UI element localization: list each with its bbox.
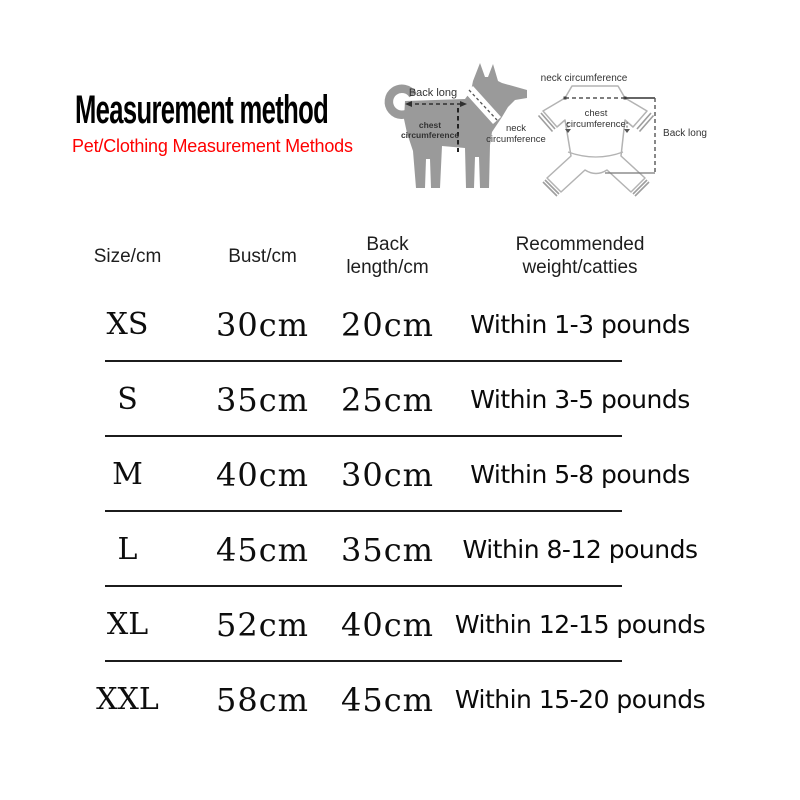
garment-chest-label-line2: circumference <box>566 119 626 130</box>
size-cell: XS <box>106 307 149 342</box>
weight-cell: Within 3-5 pounds <box>470 385 690 414</box>
garment-outline <box>543 86 647 192</box>
garment-back-long-label: Back long <box>663 128 707 139</box>
size-table-body <box>60 287 715 737</box>
bust-cell: 40cm <box>216 455 309 494</box>
garment-measurement-diagram <box>535 50 735 220</box>
bust-cell: 45cm <box>216 530 309 569</box>
garment-chest-label-line1: chest <box>584 108 608 119</box>
page-subtitle: Pet/Clothing Measurement Methods <box>72 136 353 156</box>
bust-cell: 35cm <box>216 380 309 419</box>
dog-neck-label-line2: circumference <box>486 134 546 145</box>
column-header-weight-line1: Recommended <box>515 234 645 255</box>
weight-cell: Within 15-20 pounds <box>454 685 706 714</box>
column-header-back-length: Back length/cm <box>346 234 429 278</box>
column-header-weight-line2: weight/catties <box>522 257 638 278</box>
dog-chest-label-line1: chest <box>418 120 442 130</box>
back-length-cell: 35cm <box>341 530 434 569</box>
column-header-bust: Bust/cm <box>228 245 297 267</box>
column-header-size: Size/cm <box>93 245 162 267</box>
table-row-m <box>60 437 715 512</box>
table-row-xs <box>60 287 715 362</box>
dog-back-long-label: Back long <box>408 87 458 99</box>
size-cell: M <box>112 457 143 492</box>
dog-measurement-diagram <box>385 35 546 205</box>
weight-cell: Within 1-3 pounds <box>470 310 690 339</box>
table-row-l <box>60 512 715 587</box>
size-cell: L <box>117 532 138 567</box>
bust-cell: 58cm <box>216 680 309 719</box>
column-header-weight <box>445 233 715 279</box>
weight-cell: Within 8-12 pounds <box>462 535 698 564</box>
table-row-xl <box>60 587 715 662</box>
dog-chest-label-line2: circumference <box>400 130 460 140</box>
table-row-s <box>60 362 715 437</box>
garment-neck-label: neck circumference <box>540 73 628 84</box>
weight-cell: Within 5-8 pounds <box>470 460 690 489</box>
size-cell: XXL <box>96 682 159 717</box>
page-title: Measurement method <box>75 88 329 132</box>
dog-neck-label-line1: neck <box>505 123 527 134</box>
size-cell: S <box>117 382 138 417</box>
bust-cell: 52cm <box>216 605 309 644</box>
back-length-cell: 45cm <box>341 680 434 719</box>
back-length-cell: 30cm <box>341 455 434 494</box>
back-length-cell: 20cm <box>341 305 434 344</box>
weight-cell: Within 12-15 pounds <box>454 610 706 639</box>
table-row-xxl <box>60 662 715 737</box>
neck-line-end-left <box>564 97 567 100</box>
back-length-cell: 40cm <box>341 605 434 644</box>
size-table-header <box>60 225 715 287</box>
bust-cell: 30cm <box>216 305 309 344</box>
size-cell: XL <box>106 607 149 642</box>
back-length-cell: 25cm <box>341 380 434 419</box>
